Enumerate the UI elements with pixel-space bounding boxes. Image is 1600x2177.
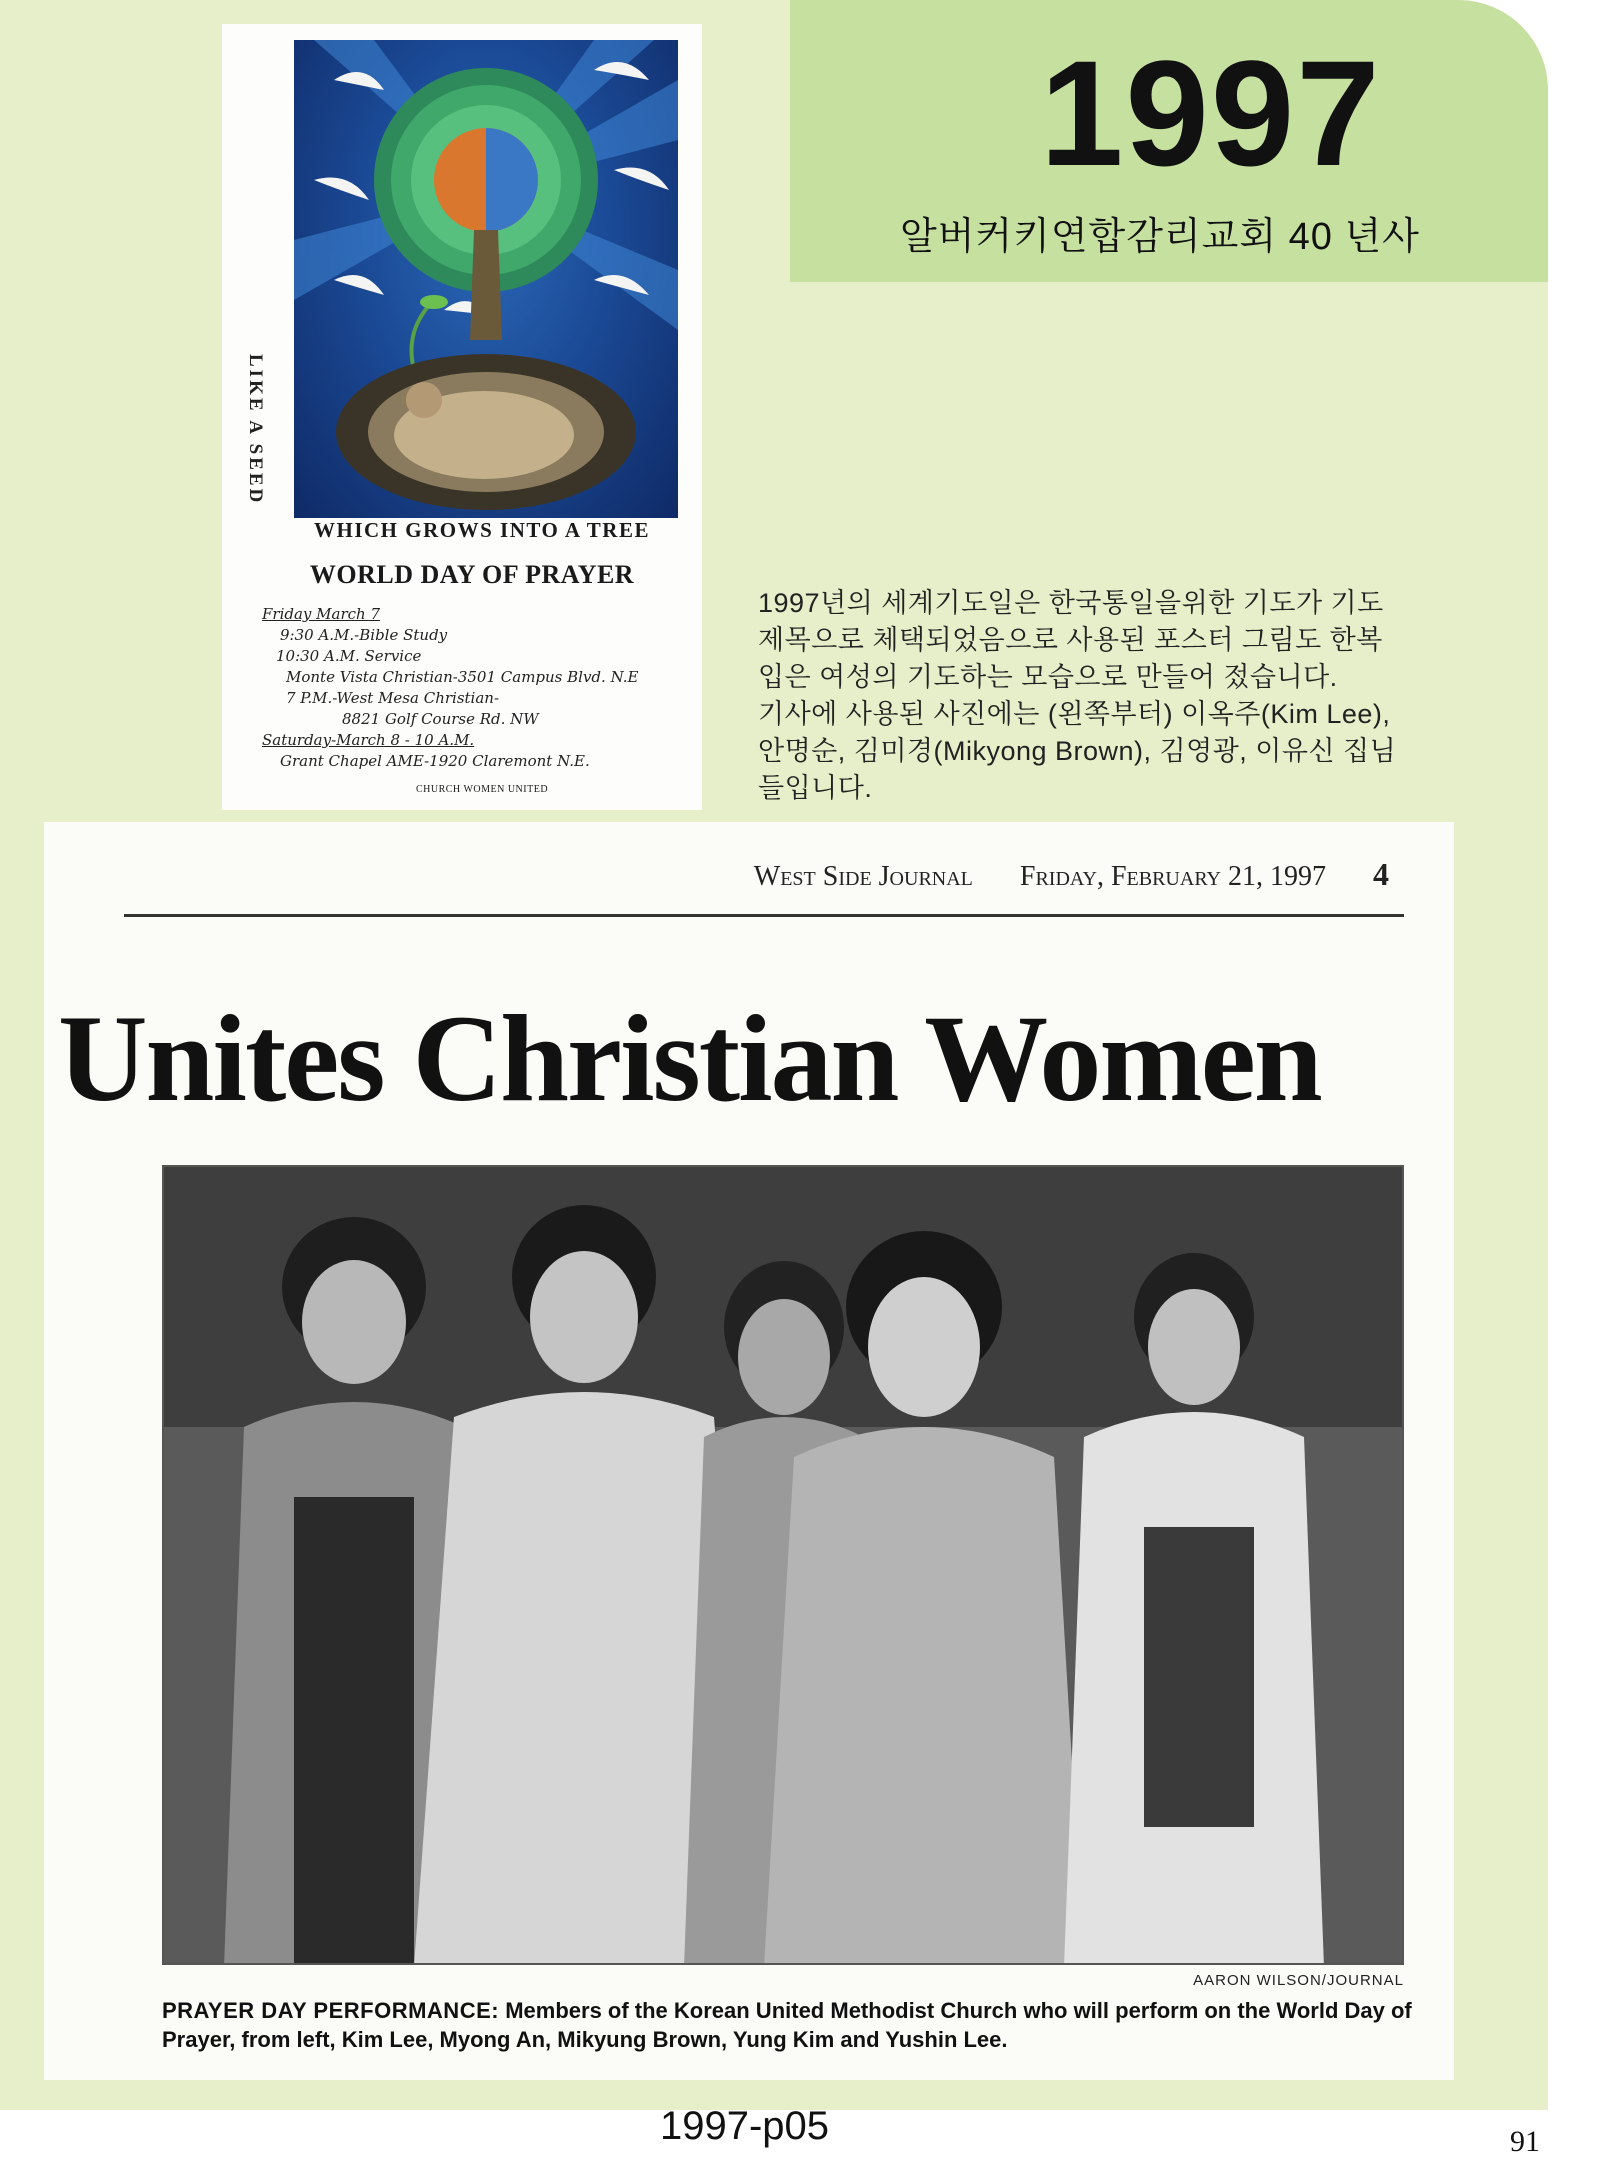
article-headline: Unites Christian Women (58, 990, 1321, 1127)
schedule-line: Monte Vista Christian-3501 Campus Blvd. N.E (286, 668, 639, 686)
schedule-line: 8821 Golf Course Rd. NW (342, 710, 539, 728)
photo-caption (162, 1996, 1412, 2054)
description-line: 들입니다. (758, 773, 873, 803)
schedule-line: Grant Chapel AME-1920 Claremont N.E. (280, 752, 590, 770)
poster-illustration (294, 40, 678, 518)
description-line: 안명순, 김미경(Mikyong Brown), 김영광, 이유신 집님 (758, 736, 1397, 766)
page-number: 91 (1510, 2125, 1540, 2158)
masthead-rule (124, 914, 1404, 917)
poster-title: WORLD DAY OF PRAYER (309, 560, 635, 589)
poster-schedule (262, 604, 692, 772)
photo-credit: AARON WILSON/JOURNAL (1193, 1972, 1404, 1989)
masthead (44, 856, 1444, 893)
newspaper-name: West Side Journal (753, 861, 973, 892)
description-text (758, 585, 1478, 807)
article-photo (162, 1165, 1404, 1965)
poster-side-text: LIKE A SEED (245, 354, 266, 506)
schedule-line: 9:30 A.M.-Bible Study (280, 626, 448, 644)
publication-date: Friday, February 21, 1997 (1019, 861, 1326, 892)
schedule-line: 10:30 A.M. Service (276, 647, 422, 665)
description-line: 1997년의 세계기도일은 한국통일을위한 기도가 기도 (758, 588, 1384, 618)
schedule-line: Saturday-March 8 - 10 A.M. (262, 731, 475, 749)
schedule-line: 7 P.M.-West Mesa Christian- (286, 689, 500, 707)
poster-credit: CHURCH WOMEN UNITED (415, 784, 549, 795)
schedule-line: Friday March 7 (262, 605, 381, 623)
description-line: 입은 여성의 기도하는 모습으로 만들어 젔습니다. (758, 662, 1338, 692)
year-heading: 1997 (1040, 29, 1382, 197)
caption-label: PRAYER DAY PERFORMANCE: (162, 1998, 500, 2023)
history-subtitle: 알버커키연합감리교회 40 년사 (900, 216, 1420, 258)
newspaper-clipping (44, 822, 1454, 2080)
description-line: 기사에 사용된 사진에는 (왼쪽부터) 이옥주(Kim Lee), (758, 699, 1391, 729)
description-line: 제목으로 체택되었음으로 사용된 포스터 그림도 한복 (758, 625, 1383, 655)
caption-text: Members of the Korean United Methodist Church who will perform on the World Day of Prayer, from left, Kim Lee, Myong An, Mikyung Brown, Yung Kim and Yushin Lee. (162, 1998, 1412, 2052)
poster-tagline: WHICH GROWS INTO A TREE (314, 518, 650, 542)
page-identifier: 1997-p05 (660, 2104, 830, 2148)
prayer-poster (222, 24, 702, 810)
newspaper-page-number: 4 (1373, 856, 1389, 892)
